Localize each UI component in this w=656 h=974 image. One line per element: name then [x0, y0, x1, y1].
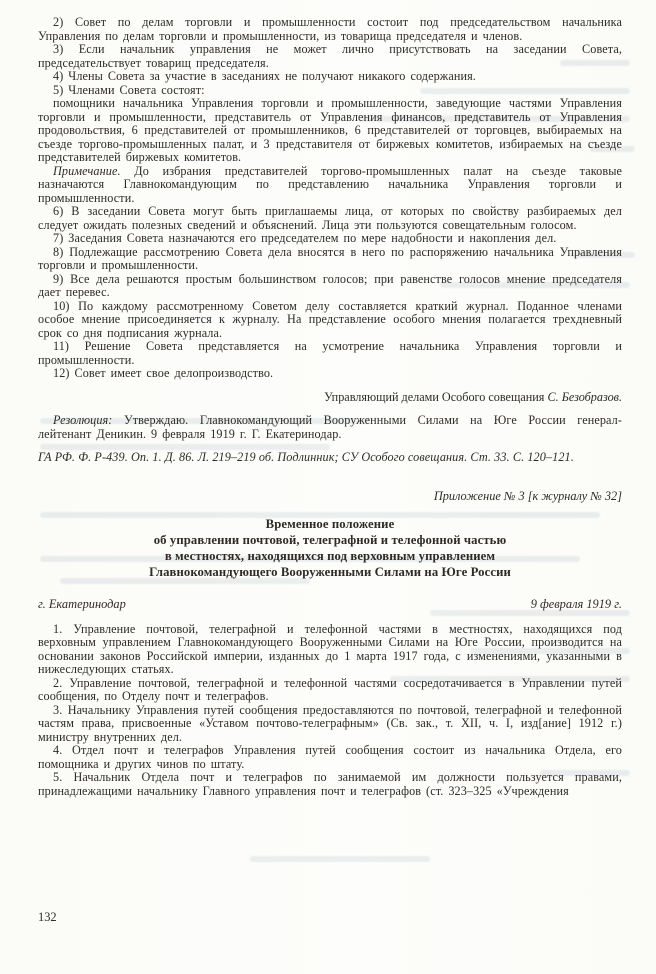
paragraph: 9) Все дела решаются простым большинством голосов; при равенстве голосов мнение председателя дает перевес.	[38, 271, 622, 299]
paragraph: 6) В заседании Совета могут быть приглашаемы лица, от которых по свойству разбираемых дел следует ожидать полезных сведений и объяснений. Лица эти пользуются совещательным голосом.	[38, 204, 622, 232]
council-regulation-paragraphs	[38, 16, 622, 381]
paragraph: 8) Подлежащие рассмотрению Совета дела вносятся в него по распоряжению начальника Управления торговли и промышленности.	[38, 244, 622, 272]
title-line: Главнокомандующего Вооруженными Силами на Юге России	[149, 565, 511, 580]
document-title	[38, 516, 622, 581]
signature-line	[38, 391, 622, 405]
resolution-lead: Резолюция:	[53, 413, 113, 427]
paragraph: Примечание. До избрания представителей торгово-промышленных палат на съезде таковые назначаются Главнокомандующим по представлению начальника Управления торговли и промышленности.	[38, 163, 622, 205]
paragraph: 2. Управление почтовой, телеграфной и телефонной частями сосредотачивается в Управлении путей сообщения, по Отделу почт и телеграфов.	[38, 675, 622, 704]
paragraph: 3) Если начальник управления не может лично присутствовать на заседании Совета, председательствует товарищ председателя.	[38, 42, 622, 70]
signature-title: Управляющий делами Особого совещания	[324, 389, 548, 404]
paragraph: 3. Начальнику Управления путей сообщения предоставляются по почтовой, телеграфной и телефонной частям права, присвоенные «Уставом почтово-телеграфным» (Св. зак., т. XII, ч. I, изд[ание] 1912 г.) министру внутренних дел.	[38, 702, 622, 744]
archive-reference: ГА РФ. Ф. Р-439. Оп. 1. Д. 86. Л. 219–219 об. Подлинник; СУ Особого совещания. Ст. 33. С. 120–121.	[38, 450, 574, 464]
paragraph-italic-lead: Примечание.	[53, 163, 121, 178]
place-label: г. Екатеринодар	[38, 596, 126, 611]
paragraph: 2) Совет по делам торговли и промышленности состоит под председательством начальника Управления по делам торговли и промышленности, из товарища председателя и членов.	[38, 15, 622, 43]
page-number: 132	[38, 910, 57, 924]
resolution-text: Утверждаю. Главнокомандующий Вооруженными Силами на Юге России генерал-лейтенант Деникин. 9 февраля 1919 г. Г. Екатеринодар.	[38, 413, 622, 441]
text-column	[38, 16, 622, 798]
title-line: об управлении почтовой, телеграфной и телефонной частью	[153, 532, 507, 547]
paragraph: 5) Членами Совета состоят:	[53, 82, 205, 97]
bleedthrough-artifact	[250, 856, 430, 862]
signature-name: С. Безобразов.	[547, 389, 622, 404]
paragraph: 7) Заседания Совета назначаются его председателем по мере надобности и накопления дел.	[53, 231, 557, 245]
paragraph: 10) По каждому рассмотренному Советом делу составляется краткий журнал. Поданное членами особое мнение присоединяется к журналу. На представление особого мнения полагается трехдневный срок со дня подписания журнала.	[38, 298, 622, 340]
date-label: 9 февраля 1919 г.	[530, 596, 622, 611]
title-line: в местностях, находящихся под верховным управлением	[164, 549, 496, 564]
paragraph: 1. Управление почтовой, телеграфной и телефонной частями в местностях, находящихся под верховным управлением Главнокомандующего Вооруженными Силами на Юге России, производится на основании законов Российской империи, изданных до 1 марта 1917 года, с изменениями, указанными в нижеследующих статьях.	[38, 621, 622, 677]
title-line: Временное положение	[265, 516, 395, 531]
paragraph: 12) Совет имеет свое делопроизводство.	[53, 366, 274, 380]
paragraph: 4) Члены Совета за участие в заседаниях не получают никакого содержания.	[53, 69, 476, 83]
paragraph: 5. Начальник Отдела почт и телеграфов по занимаемой им должности пользуется правами, принадлежащими начальнику Главного управления почт и телеграфов (ст. 323–325 «Учреждения	[38, 770, 622, 798]
paragraph: 4. Отдел почт и телеграфов Управления путей сообщения состоит из начальника Отдела, его помощника и других чинов по штату.	[38, 743, 622, 771]
resolution-paragraph	[38, 414, 622, 441]
annex-label: Приложение № 3 [к журналу № 32]	[433, 488, 622, 503]
paragraph: 11) Решение Совета представляется на усмотрение начальника Управления торговли и промышленности.	[38, 339, 622, 367]
place-date-row	[38, 597, 622, 611]
provisional-regulation-paragraphs	[38, 623, 622, 799]
paragraph: помощники начальника Управления торговли и промышленности, заведующие частями Управления торговли и промышленности, представитель от Управления финансов, представитель от Управления продовольствия, 6 представителей от промышленников, 6 представителей от торговцев, выбираемых на съезде торгово-промышленных палат, и 3 представителя от биржевых комитетов, избираемых на съезде представителей биржевых комитетов.	[38, 96, 622, 164]
